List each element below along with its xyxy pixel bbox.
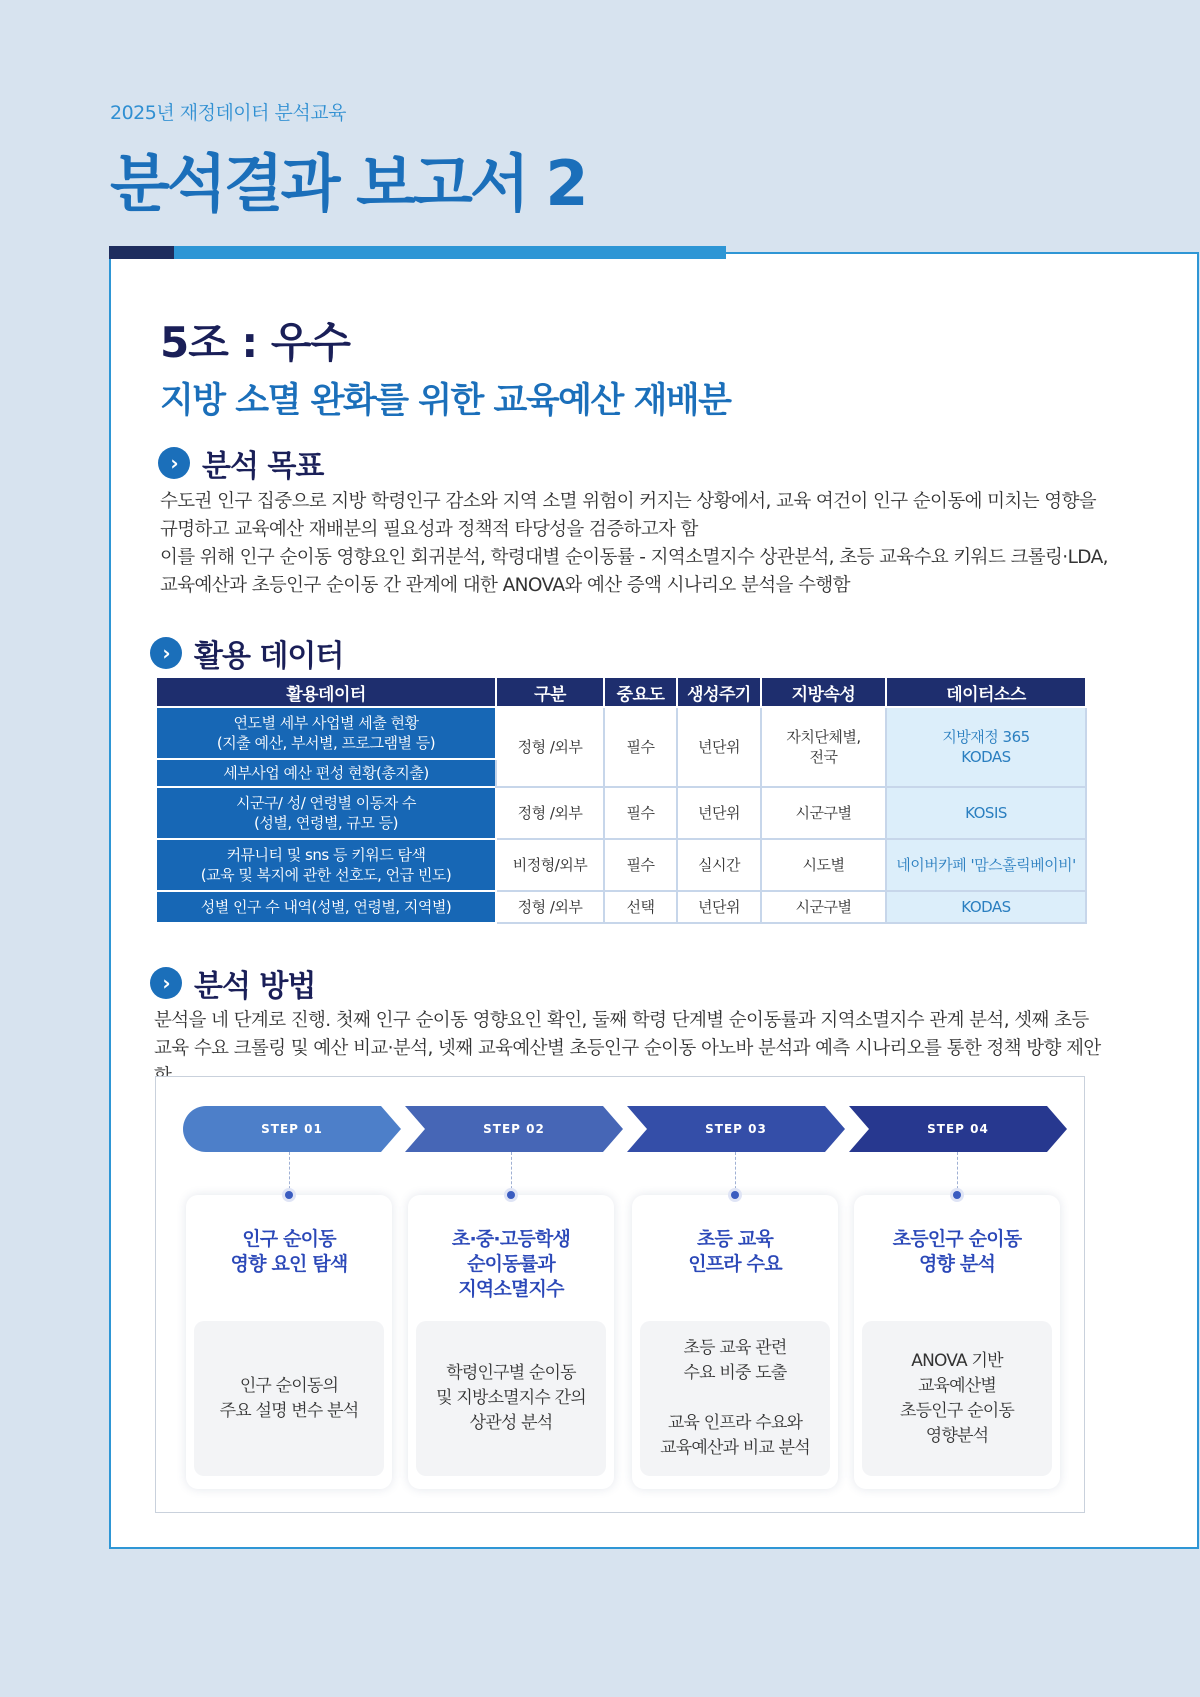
cell-cycle: 년단위 [677,707,761,787]
cell-type: 정형 /외부 [496,787,604,839]
cell-data-name: 시군구/ 성/ 연령별 이동자 수 (성별, 연령별, 규모 등) [156,787,496,839]
column-header: 활용데이터 [156,677,496,707]
step-card-title: 인구 순이동 영향 요인 탐색 [230,1228,348,1275]
cell-type: 정형 /외부 [496,891,604,923]
cell-region: 시군구별 [761,787,886,839]
step-card-title: 초등 교육 인프라 수요 [688,1228,782,1275]
step-card-body: ANOVA 기반 교육예산별 초등인구 순이동 영향분석 [862,1321,1052,1476]
step-card-2 [408,1195,614,1489]
step-card-title: 초등인구 순이동 영향 분석 [892,1228,1022,1275]
cell-cycle: 년단위 [677,891,761,923]
timeline-dot [504,1188,518,1202]
goal-line: 이를 위해 인구 순이동 영향요인 회귀분석, 학령대별 순이동률 - 지역소멸지수 상관분석, 초등 교육수요 키워드 크롤링·LDA, [160,547,1108,568]
eyebrow: 2025년 재정데이터 분석교육 [110,102,346,124]
cell-source: 네이버카페 '맘스홀릭베이비' [886,839,1086,891]
step-card-title: 초·중·고등학생 순이동률과 지역소멸지수 [451,1228,571,1300]
cell-data-name: 연도별 세부 사업별 세출 현황 (지출 예산, 부서별, 프로그램별 등) [156,707,496,759]
section-method-heading [150,961,315,1005]
cell-region: 시도별 [761,839,886,891]
step-card-4 [854,1195,1060,1489]
cell-region: 자치단체별, 전국 [761,707,886,787]
step-arrow-4 [849,1106,1067,1152]
step-label: STEP 04 [927,1122,989,1136]
goal-line: 교육예산과 초등인구 순이동 간 관계에 대한 ANOVA와 예산 증액 시나리오 분석을 수행함 [160,575,850,596]
cell-cycle: 년단위 [677,787,761,839]
step-arrow-2 [405,1106,623,1152]
cell-source: KOSIS [886,787,1086,839]
section-title: 활용 데이터 [194,639,344,674]
method-line: 분석을 네 단계로 진행. 첫째 인구 순이동 영향요인 확인, 둘째 학령 단계별 순이동률과 지역소멸지수 관계 분석, 셋째 초등 [154,1010,1089,1031]
goal-line: 수도권 인구 집중으로 지방 학령인구 감소와 지역 소멸 위험이 커지는 상황에서, 교육 여건이 인구 순이동에 미치는 영향을 [160,491,1097,512]
section-title: 분석 방법 [194,969,316,1004]
cell-data-name: 세부사업 예산 편성 현황(총지출) [156,759,496,787]
cell-importance: 필수 [604,839,677,891]
step-label: STEP 02 [483,1122,545,1136]
timeline-dot [728,1188,742,1202]
step-card-body: 인구 순이동의 주요 설명 변수 분석 [194,1321,384,1476]
step-arrow-3 [627,1106,845,1152]
cell-cycle: 실시간 [677,839,761,891]
cell-data-name: 성별 인구 수 내역(성별, 연령별, 지역별) [156,891,496,923]
chevron-right-icon: › [150,967,182,999]
title-underline-accent [174,246,726,259]
data-table [155,676,1087,924]
section-goal-heading [158,441,323,485]
report-subtitle: 지방 소멸 완화를 위한 교육예산 재배분 [160,381,731,421]
step-arrows [183,1106,1061,1152]
table-header-row [156,677,1086,707]
method-line: 교육 수요 크롤링 및 예산 비교·분석, 넷째 교육예산별 초등인구 순이동 아노바 분석과 예측 시나리오를 통한 정책 방향 제안 [154,1038,1101,1059]
table-row [156,787,1086,839]
cell-data-name: 커뮤니티 및 sns 등 키워드 탐색 (교육 및 복지에 관한 선호도, 언급 빈도) [156,839,496,891]
chevron-right-icon: › [150,637,182,669]
chevron-right-icon: › [158,447,190,479]
cell-importance: 필수 [604,707,677,787]
column-header: 생성주기 [677,677,761,707]
step-card-1 [186,1195,392,1489]
table-row [156,891,1086,923]
title-underline-dark [109,246,174,259]
table-row [156,839,1086,891]
column-header: 지방속성 [761,677,886,707]
cell-type: 비정형/외부 [496,839,604,891]
section-title: 분석 목표 [202,449,324,484]
column-header: 데이터소스 [886,677,1086,707]
goal-line: 규명하고 교육예산 재배분의 필요성과 정책적 타당성을 검증하고자 함 [160,519,698,540]
column-header: 구분 [496,677,604,707]
cell-type: 정형 /외부 [496,707,604,787]
step-label: STEP 03 [705,1122,767,1136]
page-title: 분석결과 보고서 2 [110,147,586,220]
timeline-dot [950,1188,964,1202]
step-card-3 [632,1195,838,1489]
step-label: STEP 01 [261,1122,323,1136]
cell-source: 지방재정 365 KODAS [886,707,1086,787]
table-row [156,707,1086,759]
process-diagram [155,1076,1085,1513]
timeline-dot [282,1188,296,1202]
cell-region: 시군구별 [761,891,886,923]
team-heading: 5조 : 우수 [160,318,350,367]
step-card-body: 학령인구별 순이동 및 지방소멸지수 간의 상관성 분석 [416,1321,606,1476]
column-header: 중요도 [604,677,677,707]
step-card-body: 초등 교육 관련 수요 비중 도출 교육 인프라 수요와 교육예산과 비교 분석 [640,1321,830,1476]
cell-importance: 필수 [604,787,677,839]
goal-paragraph [160,488,1120,600]
cell-source: KODAS [886,891,1086,923]
cell-importance: 선택 [604,891,677,923]
section-data-heading [150,631,343,675]
step-arrow-1 [183,1106,401,1152]
